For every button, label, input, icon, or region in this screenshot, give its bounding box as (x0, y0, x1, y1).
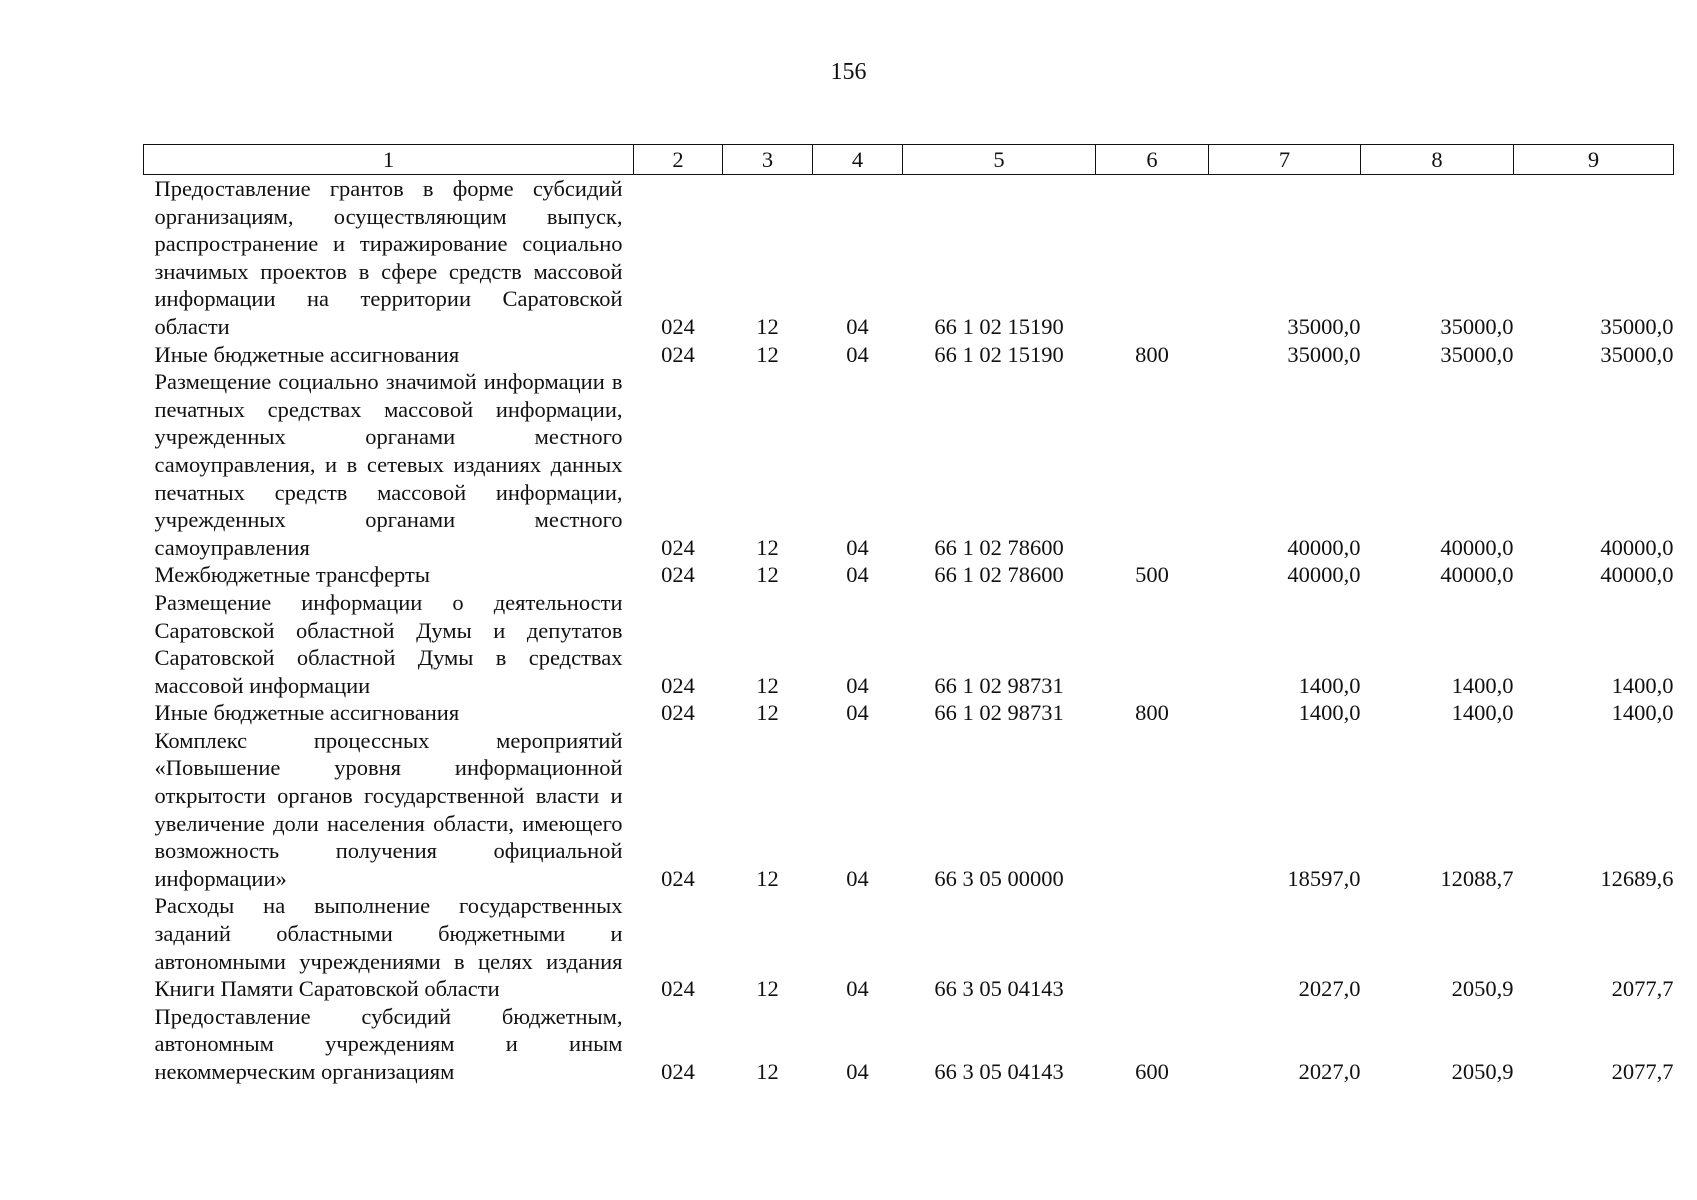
cell-amount-year2: 40000,0 (1440, 534, 1514, 560)
cell-subsection: 04 (846, 534, 869, 560)
row-name: Предоставление грантов в форме субсидий организациям, осуществляющим выпуск, распространение и тиражирование социально значимых проектов в сфере средств массовой информации на территории Саратовской области (154, 176, 623, 339)
row-name: Межбюджетные трансферты (154, 562, 430, 588)
cell-amount-year3: 1400,0 (1611, 672, 1674, 698)
cell-expense-type (1096, 727, 1209, 893)
cell-admin-code: 024 (661, 700, 695, 726)
table-row (144, 175, 1674, 341)
cell-amount-year1: 40000,0 (1287, 562, 1361, 588)
table-row (144, 589, 1674, 699)
cell-expense-type (1096, 368, 1209, 561)
cell-amount-year2: 2050,9 (1451, 976, 1514, 1002)
cell-expense-type: 600 (1135, 1059, 1169, 1084)
table-row (144, 892, 1674, 1002)
cell-subsection: 04 (846, 672, 869, 698)
cell-admin-code: 024 (661, 976, 695, 1002)
cell-amount-year2: 2050,9 (1451, 1059, 1514, 1084)
cell-admin-code: 024 (661, 672, 695, 698)
cell-section: 12 (756, 672, 779, 698)
row-name: Размещение информации о деятельности Саратовской областной Думы и депутатов Саратовской областной Думы в средствах массовой информации (154, 589, 623, 698)
cell-amount-year3: 12689,6 (1600, 865, 1674, 891)
cell-amount-year1: 1400,0 (1298, 672, 1361, 698)
table-row (144, 368, 1674, 561)
column-header: 6 (1096, 145, 1209, 175)
cell-subsection: 04 (846, 976, 869, 1002)
cell-section: 12 (756, 341, 779, 367)
cell-amount-year3: 2077,7 (1611, 976, 1674, 1002)
cell-section: 12 (756, 1059, 779, 1084)
cell-admin-code: 024 (661, 341, 695, 367)
cell-target-article: 66 1 02 98731 (934, 672, 1064, 698)
column-header: 3 (723, 145, 813, 175)
cell-subsection: 04 (846, 700, 869, 726)
table-row (144, 699, 1674, 727)
cell-expense-type (1096, 175, 1209, 341)
table-body (144, 175, 1674, 1086)
column-header: 1 (144, 145, 634, 175)
cell-amount-year3: 40000,0 (1600, 534, 1674, 560)
budget-table (143, 144, 1674, 1086)
cell-target-article: 66 1 02 15190 (934, 341, 1064, 367)
cell-admin-code: 024 (661, 313, 695, 339)
row-name: Иные бюджетные ассигнования (154, 700, 460, 726)
column-header: 8 (1361, 145, 1514, 175)
row-name: Расходы на выполнение государственных заданий областными бюджетными и автономными учреждениями в целях издания Книги Памяти Саратовской области (154, 893, 623, 1002)
table-row (144, 341, 1674, 369)
cell-subsection: 04 (846, 1059, 869, 1084)
cell-expense-type: 800 (1135, 341, 1169, 367)
table-row (144, 1003, 1674, 1086)
cell-subsection: 04 (846, 865, 869, 891)
cell-section: 12 (756, 865, 779, 891)
cell-admin-code: 024 (661, 865, 695, 891)
column-header: 2 (634, 145, 723, 175)
cell-section: 12 (756, 534, 779, 560)
cell-target-article: 66 1 02 15190 (934, 313, 1064, 339)
cell-target-article: 66 3 05 00000 (934, 865, 1064, 891)
cell-section: 12 (756, 700, 779, 726)
cell-amount-year1: 35000,0 (1287, 341, 1361, 367)
cell-admin-code: 024 (661, 562, 695, 588)
table-row (144, 727, 1674, 893)
cell-amount-year3: 35000,0 (1600, 313, 1674, 339)
cell-section: 12 (756, 562, 779, 588)
cell-subsection: 04 (846, 341, 869, 367)
cell-amount-year2: 35000,0 (1440, 313, 1514, 339)
cell-amount-year2: 12088,7 (1440, 865, 1514, 891)
cell-section: 12 (756, 976, 779, 1002)
cell-amount-year1: 1400,0 (1298, 700, 1361, 726)
cell-amount-year1: 18597,0 (1287, 865, 1361, 891)
cell-amount-year1: 2027,0 (1298, 976, 1361, 1002)
cell-amount-year1: 40000,0 (1287, 534, 1361, 560)
cell-amount-year3: 40000,0 (1600, 562, 1674, 588)
row-name: Предоставление субсидий бюджетным, автономным учреждениям и иным некоммерческим организациям (154, 1003, 623, 1084)
column-header: 9 (1514, 145, 1674, 175)
cell-target-article: 66 1 02 98731 (934, 700, 1064, 726)
cell-amount-year1: 35000,0 (1287, 313, 1361, 339)
cell-amount-year3: 1400,0 (1611, 700, 1674, 726)
cell-admin-code: 024 (661, 534, 695, 560)
column-header: 7 (1209, 145, 1361, 175)
cell-amount-year1: 2027,0 (1298, 1059, 1361, 1084)
cell-amount-year2: 35000,0 (1440, 341, 1514, 367)
cell-subsection: 04 (846, 313, 869, 339)
cell-target-article: 66 1 02 78600 (934, 562, 1064, 588)
column-header: 4 (813, 145, 903, 175)
cell-expense-type: 800 (1135, 700, 1169, 726)
row-name: Иные бюджетные ассигнования (154, 341, 460, 367)
row-name: Размещение социально значимой информации в печатных средствах массовой информации, учрежденных органами местного самоуправления, и в сетевых изданиях данных печатных средств массовой информации, учрежденных органами местного самоуправления (154, 369, 623, 560)
cell-amount-year2: 1400,0 (1451, 672, 1514, 698)
table-row (144, 561, 1674, 589)
cell-admin-code: 024 (661, 1059, 695, 1084)
column-header: 5 (903, 145, 1096, 175)
cell-target-article: 66 3 05 04143 (934, 1059, 1064, 1084)
cell-target-article: 66 3 05 04143 (934, 976, 1064, 1002)
cell-amount-year2: 40000,0 (1440, 562, 1514, 588)
cell-expense-type: 500 (1135, 562, 1169, 588)
cell-expense-type (1096, 589, 1209, 699)
cell-section: 12 (756, 313, 779, 339)
header-row (144, 145, 1674, 175)
cell-amount-year2: 1400,0 (1451, 700, 1514, 726)
cell-target-article: 66 1 02 78600 (934, 534, 1064, 560)
cell-subsection: 04 (846, 562, 869, 588)
page-number: 156 (830, 59, 867, 85)
row-name: Комплекс процессных мероприятий «Повышение уровня информационной открытости органов государственной власти и увеличение доли населения области, имеющего возможность получения официальной информации» (154, 727, 623, 891)
cell-amount-year3: 2077,7 (1611, 1059, 1674, 1084)
cell-expense-type (1096, 892, 1209, 1002)
cell-amount-year3: 35000,0 (1600, 341, 1674, 367)
